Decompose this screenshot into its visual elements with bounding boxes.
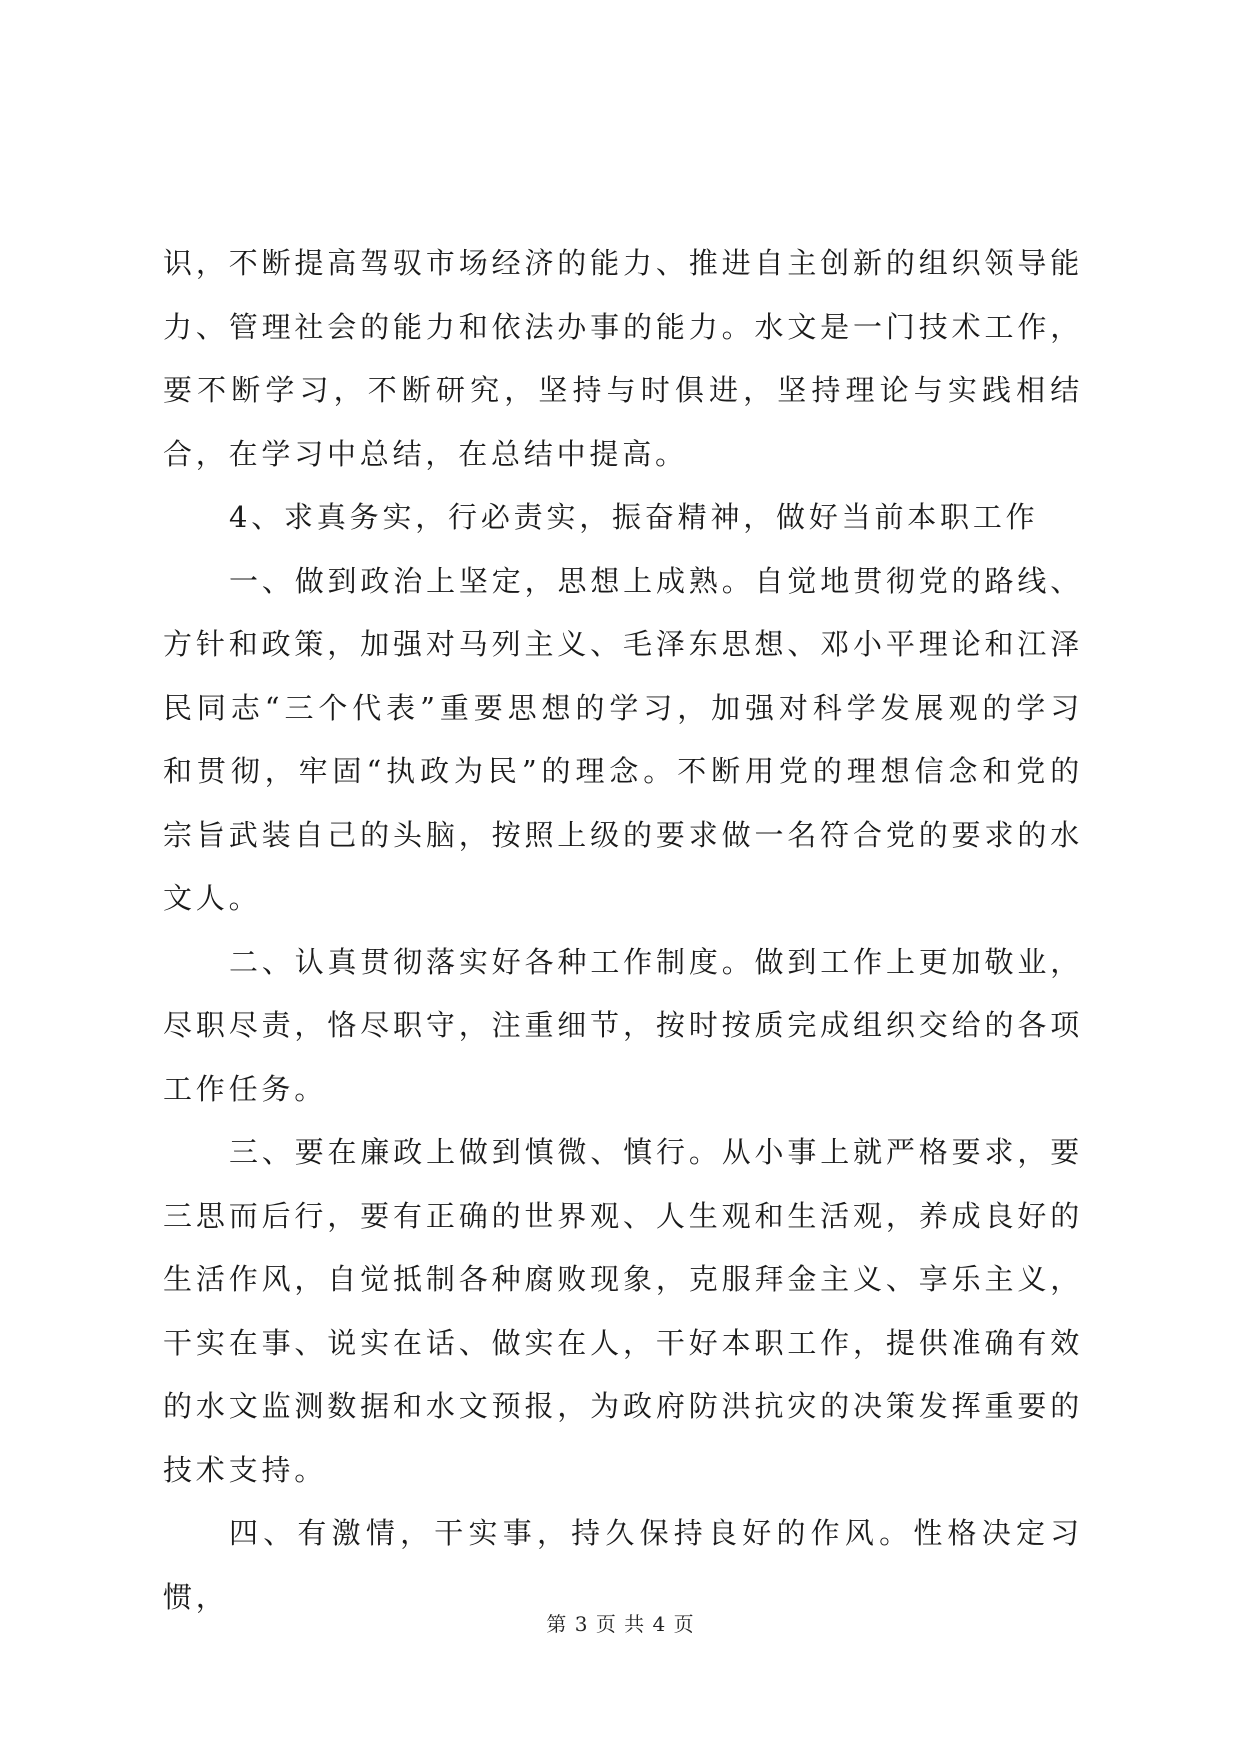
paragraph-continuation: 识，不断提高驾驭市场经济的能力、推进自主创新的组织领导能力、管理社会的能力和依法办事的能力。水文是一门技术工作，要不断学习，不断研究，坚持与时俱进，坚持理论与实践相结合，在学习中总结，在总结中提高。 [163,246,1083,471]
page-number-footer: 第 3 页 共 4 页 [546,1612,695,1636]
paragraph-work-systems: 二、认真贯彻落实好各种工作制度。做到工作上更加敬业，尽职尽责，恪尽职守，注重细节，按时按质完成组织交给的各项工作任务。 [163,944,1083,1106]
section-heading-4: 4、求真务实，行必责实，振奋精神，做好当前本职工作 [229,500,1039,534]
paragraph-passion: 四、有激情，干实事，持久保持良好的作风。性格决定习惯， [163,1516,1083,1614]
paragraph-political-firmness: 一、做到政治上坚定，思想上成熟。自觉地贯彻党的路线、方针和政策，加强对马列主义、毛泽东思想、邓小平理论和江泽民同志“三个代表”重要思想的学习，加强对科学发展观的学习和贯彻，牢固“执政为民”的理念。不断用党的理想信念和党的宗旨武装自己的头脑，按照上级的要求做一名符合党的要求的水文人。 [163,563,1083,915]
paragraph-integrity: 三、要在廉政上做到慎微、慎行。从小事上就严格要求，要三思而后行，要有正确的世界观、人生观和生活观，养成良好的生活作风，自觉抵制各种腐败现象，克服拜金主义、享乐主义，干实在事、说实在话、做实在人，干好本职工作，提供准确有效的水文监测数据和水文预报，为政府防洪抗灾的决策发挥重要的技术支持。 [163,1135,1083,1487]
document-body [163,232,1083,1629]
